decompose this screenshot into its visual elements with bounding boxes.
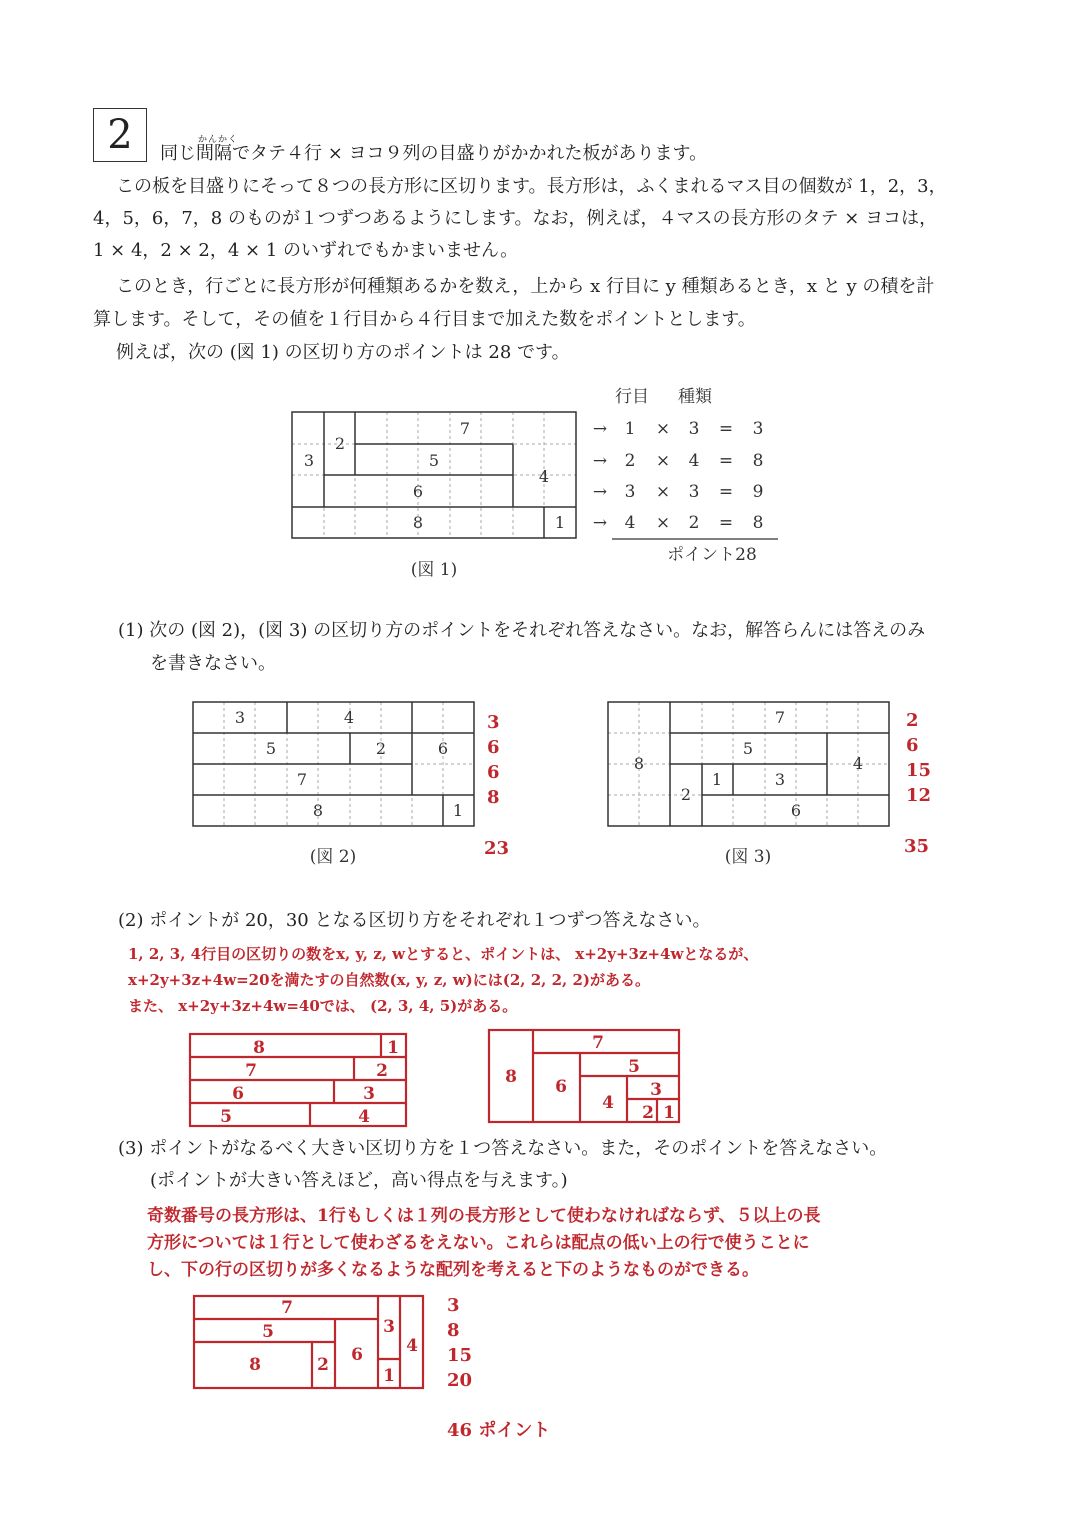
svg-text:×: × (655, 482, 671, 502)
q3-note: (ポイントが大きい答えほど，高い得点を与えます。) (150, 1170, 568, 1191)
svg-text:3: 3 (383, 1317, 395, 1337)
q2-answer-line-1: 1, 2, 3, 4行目の区切りの数をx, y, z, wとすると、ポイントは、 x+2y+3z+4wとなるが、 (128, 945, 759, 963)
q3-answer-line-3: し、下の行の区切りが多くなるような配列を考えると下のようなものができる。 (147, 1260, 759, 1280)
svg-text:3: 3 (688, 419, 700, 439)
ruby-kankaku: かんかく (198, 135, 239, 145)
svg-text:9: 9 (752, 482, 764, 502)
q1-line-1: (1) 次の (図 2)，(図 3) の区切り方のポイントをそれぞれ答えなさい。なお，解答らんには答えのみ (118, 620, 926, 641)
intro-line-2: この板を目盛りにそって８つの長方形に区切ります。長方形は，ふくまれるマス目の個数が 1，2，3， (116, 176, 947, 197)
q3-total: 46 ポイント (447, 1420, 551, 1441)
svg-text:3: 3 (624, 482, 636, 502)
fig1-label-3: 3 (303, 451, 315, 470)
fig1-label-4: 4 (538, 467, 550, 486)
svg-text:×: × (655, 513, 671, 533)
svg-text:3: 3 (752, 419, 764, 439)
svg-text:8: 8 (505, 1067, 517, 1087)
svg-text:1: 1 (383, 1366, 395, 1386)
intro-line-7: 例えば，次の (図 1) の区切り方のポイントは 28 です。 (116, 342, 570, 363)
svg-text:7: 7 (245, 1061, 257, 1081)
fig2-answers: 3 6 6 8 (487, 712, 500, 808)
svg-text:7: 7 (281, 1298, 293, 1318)
fig1-label-1: 1 (554, 513, 566, 532)
svg-text:8: 8 (752, 513, 764, 533)
problem-number: 2 (93, 108, 147, 162)
figure-2 (185, 695, 505, 870)
svg-text:×: × (655, 451, 671, 471)
svg-text:8: 8 (253, 1038, 265, 1058)
svg-text:2: 2 (317, 1355, 329, 1375)
svg-text:→: → (592, 419, 608, 439)
q2-figure-20 (186, 1030, 411, 1130)
fig1-total: ポイント28 (667, 545, 757, 565)
svg-text:2: 2 (376, 1061, 388, 1081)
q3-figure (190, 1292, 430, 1392)
svg-text:×: × (655, 419, 671, 439)
svg-text:3: 3 (688, 482, 700, 502)
svg-text:2: 2 (642, 1103, 654, 1123)
q3-answer-line-1: 奇数番号の長方形は、1行もしくは１列の長方形として使わなければならず、５以上の長 (147, 1206, 821, 1226)
svg-text:=: = (718, 419, 734, 439)
intro-line-6: 算します。そして，その値を１行目から４行目まで加えた数をポイントとします。 (93, 309, 756, 330)
svg-text:6: 6 (351, 1345, 363, 1365)
fig1-label-5: 5 (428, 451, 440, 470)
fig3-label-1: 1 (711, 770, 723, 789)
fig2-label-3: 3 (234, 708, 246, 727)
svg-text:=: = (718, 482, 734, 502)
fig2-label-8: 8 (312, 801, 324, 820)
svg-text:8: 8 (752, 451, 764, 471)
fig2-caption: (図 2) (309, 847, 357, 867)
svg-text:5: 5 (262, 1322, 274, 1342)
intro-line-4: 1 × 4，2 × 2，4 × 1 のいずれでもかまいません。 (93, 240, 519, 261)
fig3-label-2: 2 (680, 785, 692, 804)
fig1-label-7: 7 (459, 419, 471, 438)
svg-text:→: → (592, 451, 608, 471)
intro-line-5: このとき，行ごとに長方形が何種類あるかを数え，上から x 行目に y 種類あるとき，x と y の積を計 (116, 276, 935, 297)
fig2-label-2: 2 (375, 739, 387, 758)
svg-text:5: 5 (220, 1107, 232, 1127)
svg-text:4: 4 (358, 1107, 370, 1127)
fig1-caption: (図 1) (410, 560, 458, 580)
q2-answer-line-2: x+2y+3z+4w=20を満たすの自然数(x, y, z, w)には(2, 2, 2, 2)がある。 (128, 971, 651, 989)
fig2-total: 23 (484, 838, 510, 859)
svg-text:5: 5 (628, 1057, 640, 1077)
fig1-header-row: 行目 (615, 387, 649, 407)
q1-line-2: を書きなさい。 (150, 653, 276, 674)
fig3-caption: (図 3) (724, 847, 772, 867)
fig3-label-4: 4 (852, 754, 864, 773)
figure-3 (600, 695, 900, 870)
fig3-label-7: 7 (774, 708, 786, 727)
fig2-label-1: 1 (452, 801, 464, 820)
q3-answers: 3 8 15 20 (447, 1295, 473, 1391)
fig3-total: 35 (904, 836, 930, 857)
svg-text:8: 8 (249, 1355, 261, 1375)
svg-text:4: 4 (688, 451, 700, 471)
fig1-header-kind: 種類 (678, 387, 712, 407)
svg-text:1: 1 (624, 419, 636, 439)
svg-text:4: 4 (406, 1336, 418, 1356)
fig3-answers: 2 6 15 12 (906, 710, 932, 806)
svg-text:2: 2 (624, 451, 636, 471)
fig2-label-7: 7 (296, 770, 308, 789)
fig3-label-8: 8 (633, 754, 645, 773)
svg-text:4: 4 (624, 513, 636, 533)
intro-line-3: 4，5，6，7，8 のものが１つずつあるようにします。なお，例えば，４マスの長方形のタテ × ヨコは， (93, 208, 938, 229)
svg-text:6: 6 (232, 1084, 244, 1104)
figure-1 (280, 380, 800, 580)
svg-text:=: = (718, 513, 734, 533)
q2-answer-line-3: また、 x+2y+3z+4w=40では、 (2, 3, 4, 5)がある。 (128, 997, 518, 1015)
fig2-label-4: 4 (343, 708, 355, 727)
fig3-label-3: 3 (774, 770, 786, 789)
svg-text:3: 3 (650, 1080, 662, 1100)
svg-text:1: 1 (663, 1103, 675, 1123)
fig3-label-5: 5 (742, 739, 754, 758)
fig3-label-6: 6 (790, 801, 802, 820)
q3-answer-line-2: 方形については１行として使わざるをえない。これらは配点の低い上の行で使うことに (147, 1233, 810, 1253)
svg-text:1: 1 (387, 1038, 399, 1058)
svg-text:4: 4 (602, 1093, 614, 1113)
svg-text:=: = (718, 451, 734, 471)
fig1-label-6: 6 (412, 482, 424, 501)
q3-question: (3) ポイントがなるべく大きい区切り方を１つ答えなさい。また，そのポイントを答えなさい。 (118, 1138, 888, 1159)
svg-text:6: 6 (555, 1077, 567, 1097)
fig2-label-6: 6 (437, 739, 449, 758)
intro-line-1: 同じ間隔でタテ４行 × ヨコ９列の目盛りがかかれた板があります。 (160, 143, 708, 164)
svg-text:→: → (592, 482, 608, 502)
q2-figure-40 (485, 1026, 685, 1126)
svg-text:2: 2 (688, 513, 700, 533)
svg-text:3: 3 (363, 1084, 375, 1104)
svg-text:→: → (592, 513, 608, 533)
fig1-label-8: 8 (412, 513, 424, 532)
fig2-label-5: 5 (265, 739, 277, 758)
q2-question: (2) ポイントが 20，30 となる区切り方をそれぞれ１つずつ答えなさい。 (118, 910, 711, 931)
svg-text:7: 7 (592, 1033, 604, 1053)
fig1-label-2: 2 (334, 434, 346, 453)
